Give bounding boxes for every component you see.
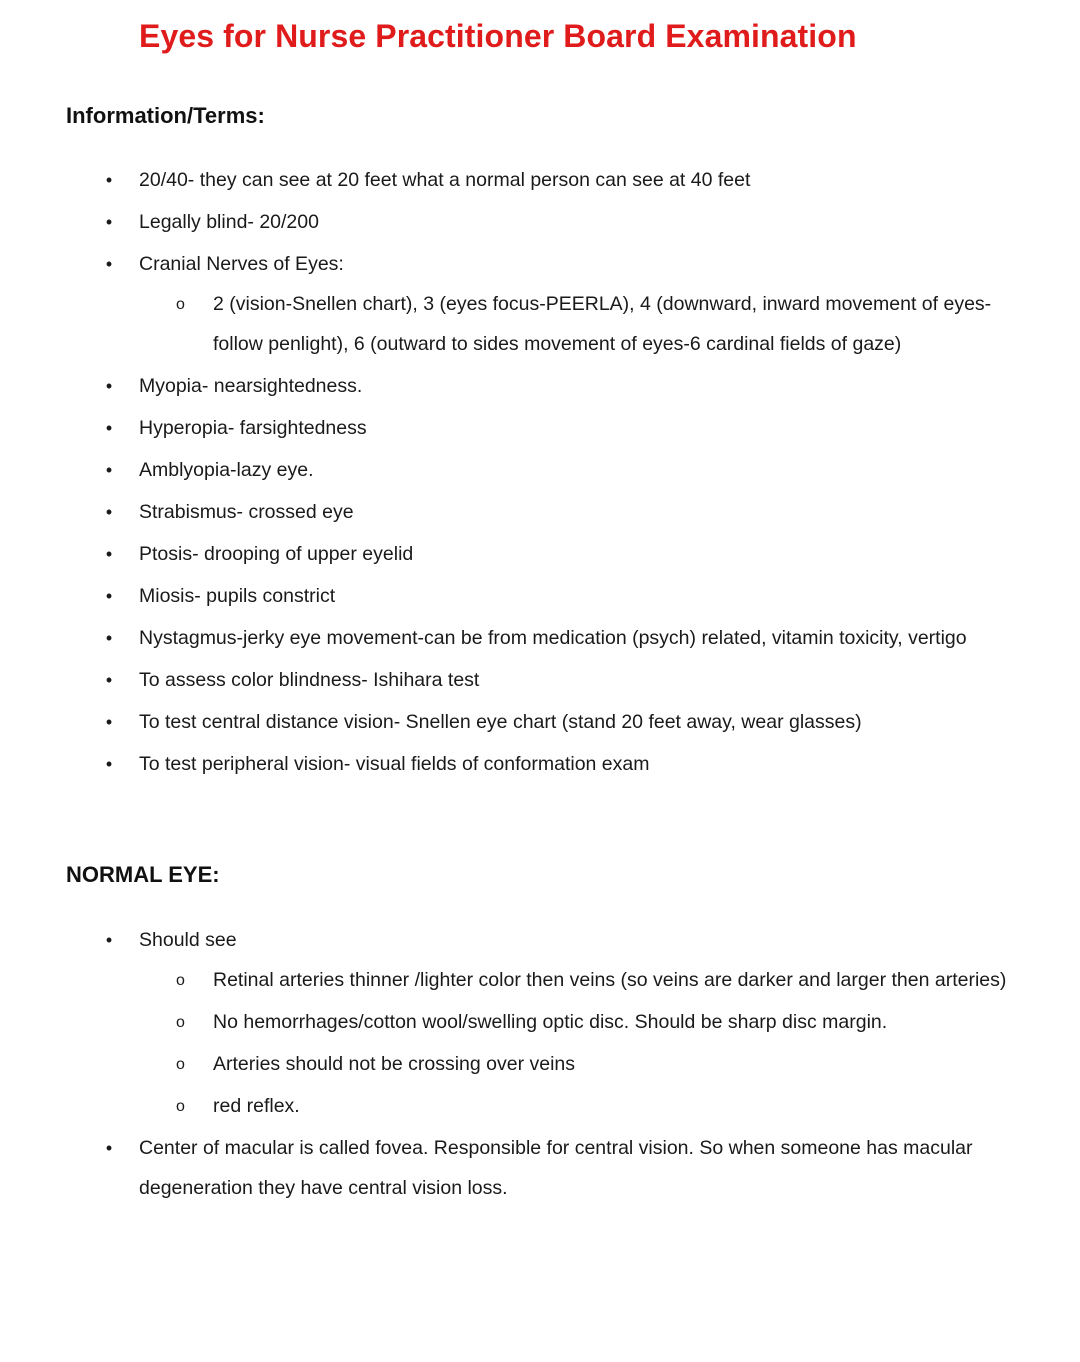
bullet-icon: • <box>105 544 113 564</box>
document-title: Eyes for Nurse Practitioner Board Examination <box>139 18 857 54</box>
list-item-text: 20/40- they can see at 20 feet what a normal person can see at 40 feet <box>139 169 751 191</box>
bullet-icon: • <box>105 712 113 732</box>
sub-bullet-icon: o <box>176 1014 185 1031</box>
list-item-text: To assess color blindness- Ishihara test <box>139 669 480 691</box>
bullet-icon: • <box>105 212 113 232</box>
sub-list-item-text: 2 (vision-Snellen chart), 3 (eyes focus-PEERLA), 4 (downward, inward movement of eyes-follow penlight), 6 (outward to sides movement of eyes-6 cardinal fields of gaze) <box>213 293 992 355</box>
sub-list-item <box>139 1086 1030 1126</box>
sub-list-item <box>139 284 1030 364</box>
sub-bullet-icon: o <box>176 1098 185 1115</box>
list-item-text: Myopia- nearsightedness. <box>139 375 363 397</box>
list-item <box>0 576 1080 616</box>
list-item <box>0 366 1080 406</box>
sub-list-item-text: No hemorrhages/cotton wool/swelling optic disc. Should be sharp disc margin. <box>213 1011 888 1033</box>
list-item <box>0 1128 1080 1208</box>
sub-list <box>139 960 1030 1126</box>
list-item <box>0 744 1080 784</box>
bullet-icon: • <box>105 418 113 438</box>
list-item-text: Should see <box>139 929 237 951</box>
list-item <box>0 920 1080 1126</box>
bullet-icon: • <box>105 1138 113 1158</box>
bullet-icon: • <box>105 460 113 480</box>
list-item-text: Legally blind- 20/200 <box>139 211 319 233</box>
list-item <box>0 660 1080 700</box>
list-item <box>0 160 1080 200</box>
list-item <box>0 702 1080 742</box>
sub-list-item-text: Arteries should not be crossing over veins <box>213 1053 576 1075</box>
normal-eye-list <box>0 920 1080 1210</box>
list-item <box>0 534 1080 574</box>
bullet-icon: • <box>105 754 113 774</box>
sub-list-item <box>139 960 1030 1000</box>
list-item-text: Ptosis- drooping of upper eyelid <box>139 543 414 565</box>
bullet-icon: • <box>105 586 113 606</box>
list-item <box>0 492 1080 532</box>
sub-list-item-text: Retinal arteries thinner /lighter color then veins (so veins are darker and larger then arteries) <box>213 969 1007 991</box>
sub-list-item-text: red reflex. <box>213 1095 300 1117</box>
list-item <box>0 618 1080 658</box>
list-item-text: To test central distance vision- Snellen eye chart (stand 20 feet away, wear glasses) <box>139 711 862 733</box>
list-item-text: Cranial Nerves of Eyes: <box>139 253 344 275</box>
information-terms-list <box>0 160 1080 786</box>
list-item <box>0 202 1080 242</box>
sub-bullet-icon: o <box>176 1056 185 1073</box>
bullet-icon: • <box>105 628 113 648</box>
list-item-text: Amblyopia-lazy eye. <box>139 459 314 481</box>
list-item-text: Hyperopia- farsightedness <box>139 417 367 439</box>
list-item <box>0 450 1080 490</box>
list-item <box>0 244 1080 364</box>
bullet-icon: • <box>105 502 113 522</box>
sub-list <box>139 284 1030 364</box>
list-item-text: To test peripheral vision- visual fields of conformation exam <box>139 753 650 775</box>
bullet-icon: • <box>105 376 113 396</box>
list-item-text: Center of macular is called fovea. Responsible for central vision. So when someone has macular degeneration they have central vision loss. <box>139 1137 973 1199</box>
sub-list-item <box>139 1002 1030 1042</box>
bullet-icon: • <box>105 170 113 190</box>
list-item-text: Miosis- pupils constrict <box>139 585 336 607</box>
bullet-icon: • <box>105 254 113 274</box>
list-item-text: Nystagmus-jerky eye movement-can be from medication (psych) related, vitamin toxicity, vertigo <box>139 627 967 649</box>
section-heading-information-terms: Information/Terms: <box>66 103 265 128</box>
bullet-icon: • <box>105 670 113 690</box>
sub-bullet-icon: o <box>176 972 185 989</box>
section-heading-normal-eye: NORMAL EYE: <box>66 862 220 887</box>
bullet-icon: • <box>105 930 113 950</box>
sub-bullet-icon: o <box>176 296 185 313</box>
list-item-text: Strabismus- crossed eye <box>139 501 354 523</box>
sub-list-item <box>139 1044 1030 1084</box>
list-item <box>0 408 1080 448</box>
